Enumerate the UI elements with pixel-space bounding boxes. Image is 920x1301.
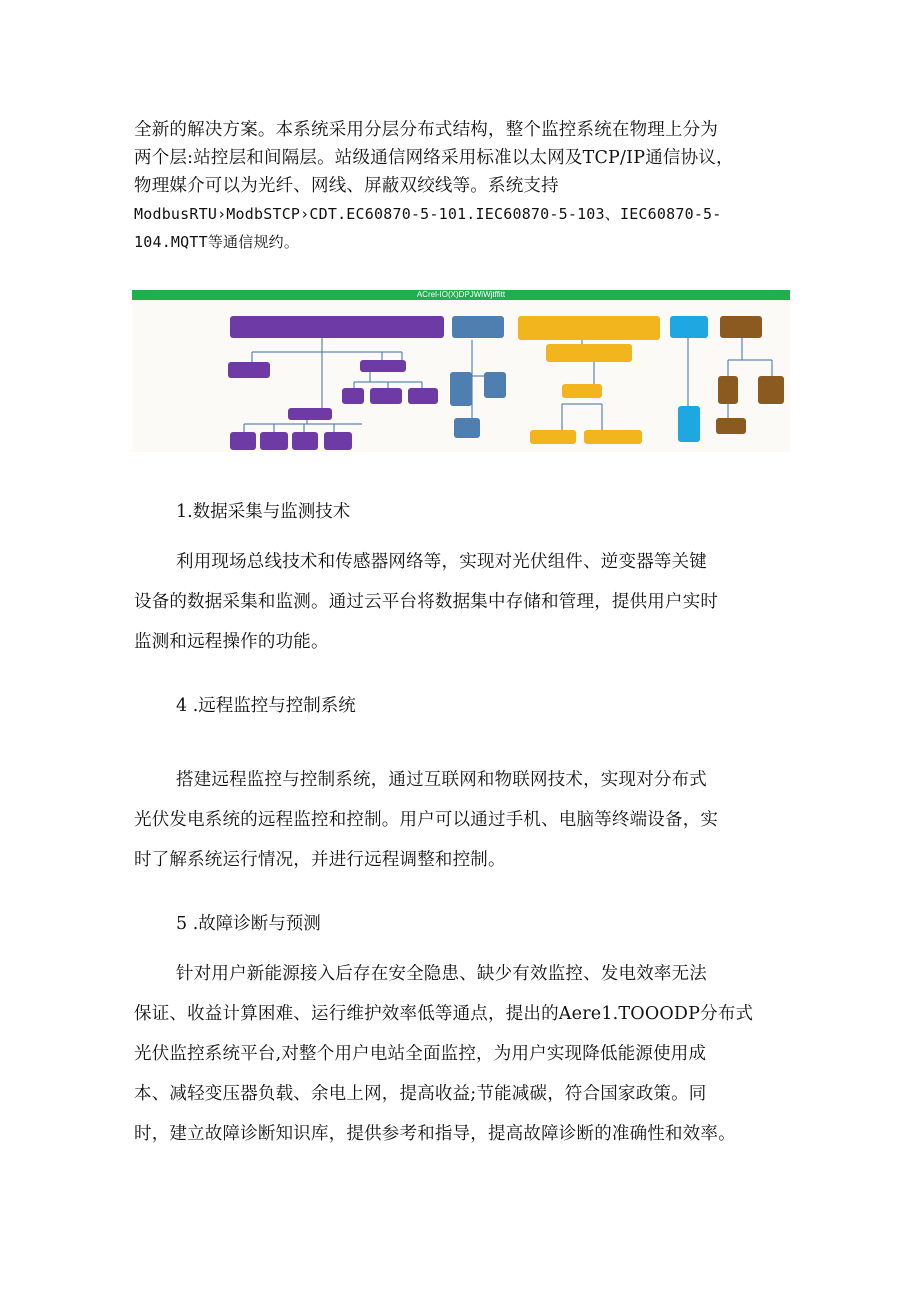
diagram-node: [370, 388, 402, 404]
diagram-node: [562, 384, 602, 398]
diagram-node: [718, 376, 738, 404]
diagram-node: [518, 316, 660, 340]
paragraph-line: 保证、收益计算困难、运行维护效率低等通点，提出的Aere1.TOOODP分布式: [134, 1004, 754, 1024]
diagram-node: [670, 316, 708, 338]
paragraph-line: 光伏监控系统平台,对整个用户电站全面监控，为用户实现降低能源使用成: [134, 1044, 707, 1064]
paragraph-line: 时，建立故障诊断知识库，提供参考和指导，提高故障诊断的准确性和效率。: [134, 1124, 736, 1144]
paragraph-line: 监测和远程操作的功能。: [134, 632, 329, 652]
diagram-node: [758, 376, 784, 404]
diagram-node: [454, 418, 480, 438]
diagram-node: [716, 418, 746, 434]
diagram-node: [678, 406, 700, 442]
paragraph-line: 光伏发电系统的远程监控和控制。用户可以通过手机、电脑等终端设备，实: [134, 810, 719, 830]
paragraph-line: 本、减轻变压器负载、余电上网，提高收益;节能减碳，符合国家政策。同: [134, 1084, 707, 1104]
paragraph-line: 搭建远程监控与控制系统，通过互联网和物联网技术，实现对分布式: [176, 770, 707, 790]
diagram-node: [408, 388, 438, 404]
diagram-node: [342, 388, 364, 404]
intro-line: 104.MQTT等通信规约。: [134, 233, 300, 251]
section-paragraph-fault-diagnosis: [134, 954, 794, 1154]
section-heading-remote-monitoring: 4 .远程监控与控制系统: [176, 696, 356, 716]
diagram-node: [230, 316, 444, 338]
intro-line: 物理媒介可以为光纤、网线、屏蔽双绞线等。系统支持: [134, 176, 559, 196]
diagram-node: [450, 372, 472, 406]
section-paragraph-data-acquisition: [134, 542, 794, 662]
diagram-node: [546, 344, 632, 362]
diagram-node: [292, 432, 318, 450]
paragraph-line: 针对用户新能源接入后存在安全隐患、缺少有效监控、发电效率无法: [176, 964, 707, 984]
diagram-node: [230, 432, 256, 450]
intro-line: 两个层:站控层和间隔层。站级通信网络采用标准以太网及TCP/IP通信协议，: [134, 148, 734, 168]
diagram-node: [324, 432, 352, 450]
intro-line: 全新的解决方案。本系统采用分层分布式结构，整个监控系统在物理上分为: [134, 120, 719, 140]
diagram-node: [452, 316, 504, 338]
diagram-node: [228, 362, 270, 378]
section-heading-fault-diagnosis: 5 .故障诊断与预测: [176, 914, 321, 934]
diagram-node: [584, 430, 642, 444]
diagram-banner: ACrel-IO(X)DPJWiWjtffitt: [132, 290, 790, 300]
section-heading-data-acquisition: 1.数据采集与监测技术: [176, 502, 351, 522]
paragraph-line: 设备的数据采集和监测。通过云平台将数据集中存储和管理，提供用户实时: [134, 592, 719, 612]
diagram-node: [360, 360, 406, 372]
system-architecture-diagram: [132, 290, 790, 452]
diagram-node: [530, 430, 576, 444]
intro-line: ModbusRTU›ModbSTCP›CDT.EC60870-5-101.IEC60870-5-103、IEC60870-5-: [134, 205, 722, 223]
paragraph-line: 时了解系统运行情况，并进行远程调整和控制。: [134, 850, 506, 870]
paragraph-line: 利用现场总线技术和传感器网络等，实现对光伏组件、逆变器等关键: [176, 552, 707, 572]
section-paragraph-remote-monitoring: [134, 760, 794, 880]
diagram-node: [720, 316, 762, 338]
diagram-node: [260, 432, 288, 450]
diagram-node: [484, 372, 506, 398]
diagram-node: [288, 408, 332, 420]
intro-paragraph: [134, 116, 794, 256]
